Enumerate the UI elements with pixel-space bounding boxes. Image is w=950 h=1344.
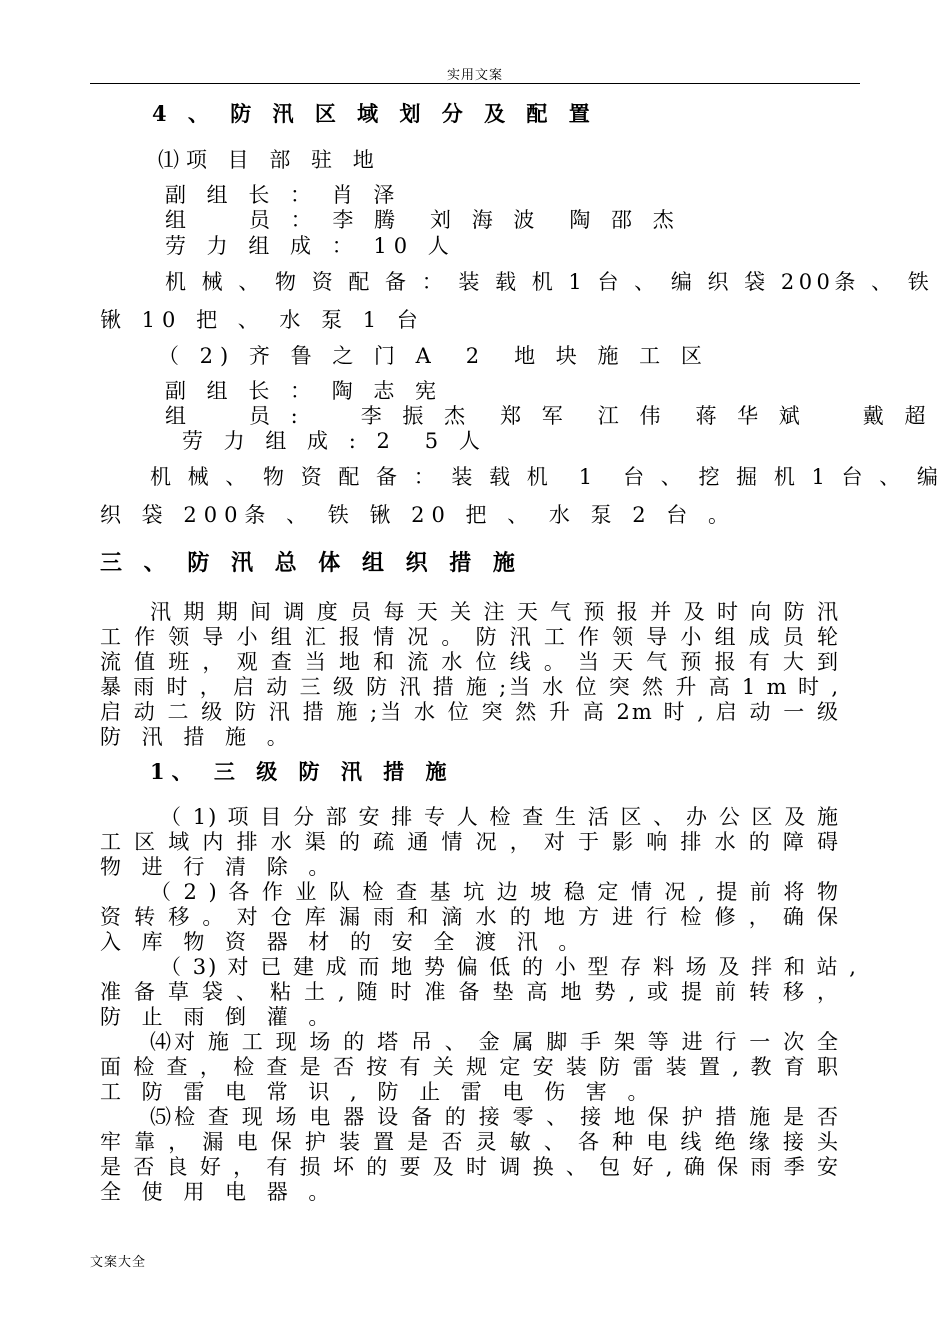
measure-4-line-1: ⑷对 施 工 现 场 的 塔 吊 、 金 属 脚 手 架 等 进 行 一 次 全 [150, 1030, 840, 1054]
area-2-equipment-line-2: 织 袋 200条 、 铁 锹 20 把 、 水 泵 2 台 。 [100, 503, 736, 527]
level-3-measures-title: 1、 三 级 防 汛 措 施 [150, 759, 454, 784]
measure-5-line-1: ⑸检 查 现 场 电 器 设 备 的 接 零 、 接 地 保 护 措 施 是 否 [150, 1105, 840, 1129]
measure-5-line-3: 是 否 良 好 ， 有 损 坏 的 要 及 时 调 换 、 包 好 , 确 保 雨 季 安 [100, 1155, 840, 1179]
page-header: 实用文案 [446, 68, 503, 83]
measure-1-line-2: 工 区 域 内 排 水 渠 的 疏 通 情 况 ， 对 于 影 响 排 水 的 障 碍 [100, 830, 840, 854]
measure-3-line-3: 防 止 雨 倒 灌 。 [100, 1005, 337, 1029]
intro-line-1: 汛 期 期 间 调 度 员 每 天 关 注 天 气 预 报 并 及 时 向 防 汛 [150, 600, 840, 624]
measure-2-line-3: 入 库 物 资 器 材 的 安 全 渡 汛 。 [100, 930, 587, 954]
measure-3-line-1: （ 3) 对 已 建 成 而 地 势 偏 低 的 小 型 存 料 场 及 拌 和 站 , [160, 955, 858, 979]
area-1-members: 组 员 ： 李 腾 刘 海 波 陶 邵 杰 [165, 208, 681, 232]
area-2-members: 组 员 : 李 振 杰 郑 军 江 伟 蒋 华 斌 戴 超 [165, 404, 933, 428]
measure-5-line-4: 全 使 用 电 器 。 [100, 1180, 337, 1204]
area-2-heading: （ 2) 齐 鲁 之 门 A 2 地 块 施 工 区 [158, 344, 709, 368]
measure-2-line-2: 资 转 移 。 对 仓 库 漏 雨 和 滴 水 的 地 方 进 行 检 修 ， 确 保 [100, 905, 840, 929]
measure-3-line-2: 准 备 草 袋 、 粘 土 , 随 时 准 备 垫 高 地 势 , 或 提 前 转 移 ， [100, 980, 840, 1004]
area-1-equipment-line-2: 锹 10 把 、 水 泵 1 台 [100, 308, 425, 332]
area-1-labor: 劳 力 组 成 ： 10 人 [165, 234, 456, 258]
intro-line-5: 启 动 二 级 防 汛 措 施 ;当 水 位 突 然 升 高 2m 时 , 启 动 一 级 [100, 700, 840, 724]
measure-1-line-3: 物 进 行 清 除 。 [100, 855, 337, 879]
section-4-title: 4 、 防 汛 区 域 划 分 及 配 置 [152, 101, 597, 126]
measure-4-line-2: 面 检 查 ， 检 查 是 否 按 有 关 规 定 安 装 防 雷 装 置 , 教 育 职 [100, 1055, 840, 1079]
measure-4-line-3: 工 防 雷 电 常 识 , 防 止 雷 电 伤 害 。 [100, 1080, 656, 1104]
area-2-labor: 劳 力 组 成 : 2 5 人 [182, 429, 487, 453]
area-2-deputy: 副 组 长 ： 陶 志 宪 [165, 379, 444, 403]
measure-2-line-1: （ 2 ) 各 作 业 队 检 查 基 坑 边 坡 稳 定 情 况 , 提 前 将 物 [150, 880, 840, 904]
intro-line-3: 流 值 班 ， 观 查 当 地 和 流 水 位 线 。 当 天 气 预 报 有 大 到 [100, 650, 840, 674]
header-rule [90, 83, 860, 84]
area-1-equipment-line-1: 机 械 、 物 资 配 备 ： 装 载 机 1 台 、 编 织 袋 200条 、 铁 [165, 270, 934, 294]
area-1-heading: ⑴项 目 部 驻 地 [158, 148, 381, 172]
area-1-deputy: 副 组 长 ： 肖 泽 [165, 183, 402, 207]
page-footer: 文案大全 [90, 1255, 147, 1270]
intro-line-2: 工 作 领 导 小 组 汇 报 情 况 。 防 汛 工 作 领 导 小 组 成 员 轮 [100, 625, 840, 649]
measure-5-line-2: 牢 靠 ， 漏 电 保 护 装 置 是 否 灵 敏 、 各 种 电 线 绝 缘 接 头 [100, 1130, 840, 1154]
intro-line-6: 防 汛 措 施 。 [100, 725, 295, 749]
area-2-equipment-line-1: 机 械 、 物 资 配 备 ： 装 载 机 1 台 、 挖 掘 机 1 台 、 编 [150, 465, 943, 489]
measure-1-line-1: （ 1) 项 目 分 部 安 排 专 人 检 查 生 活 区 、 办 公 区 及 施 [160, 805, 840, 829]
intro-line-4: 暴 雨 时 ， 启 动 三 级 防 汛 措 施 ;当 水 位 突 然 升 高 1 m 时 , [100, 675, 840, 699]
part-3-title: 三 、 防 汛 总 体 组 织 措 施 [100, 550, 522, 576]
